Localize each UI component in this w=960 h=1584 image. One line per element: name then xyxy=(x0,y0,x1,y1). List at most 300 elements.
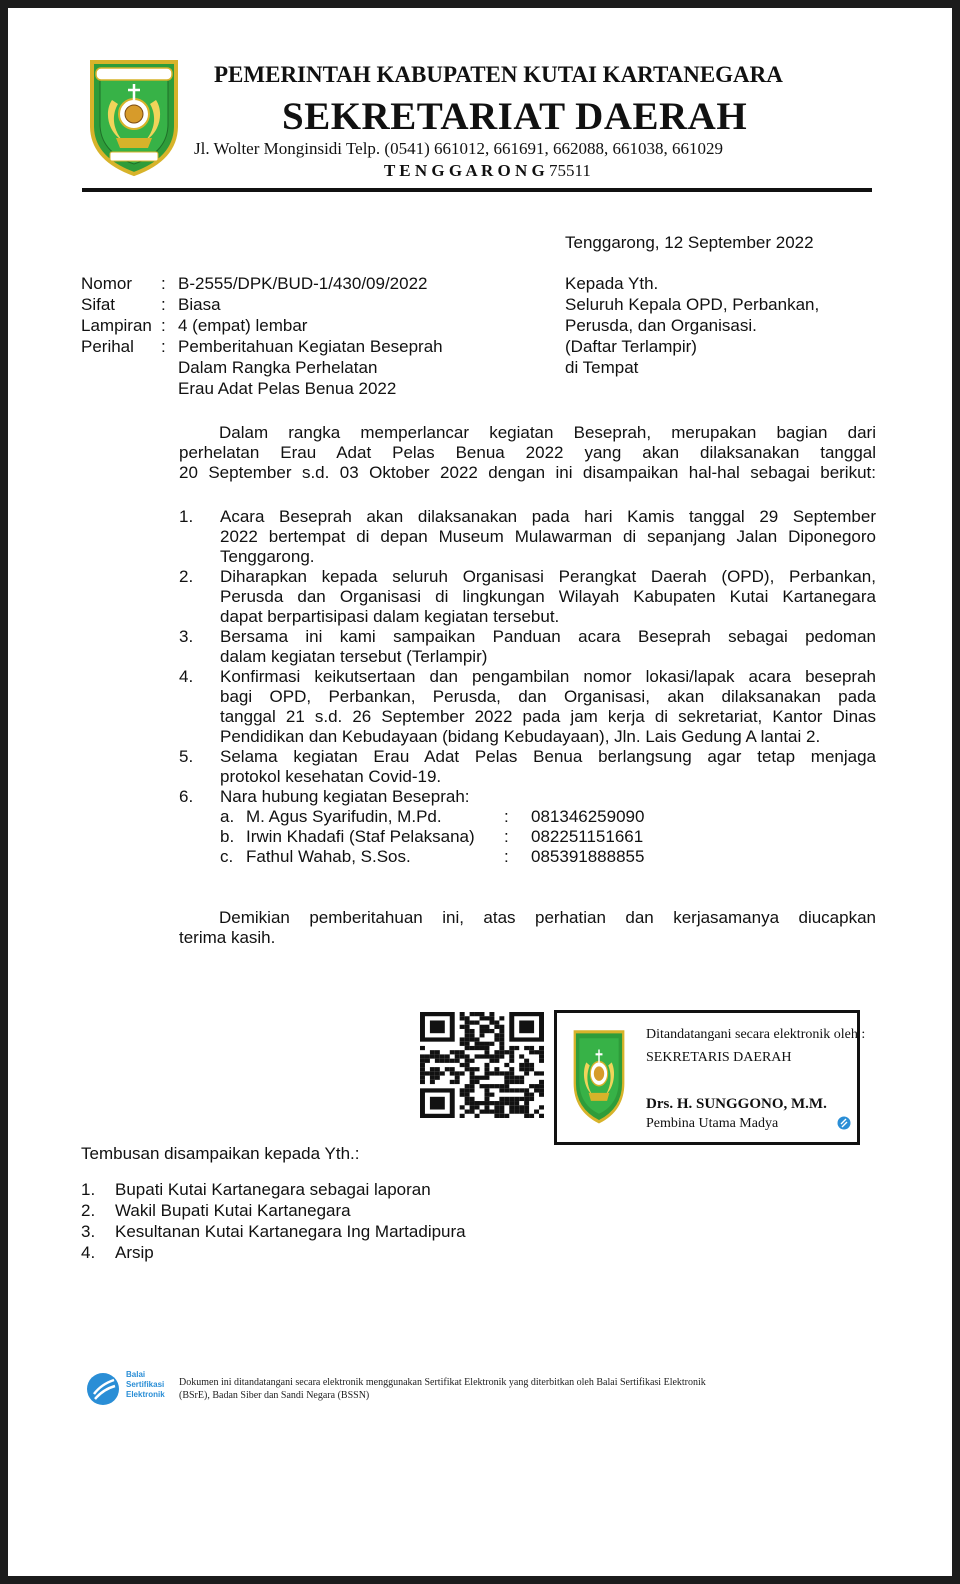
qr-module xyxy=(534,1110,539,1114)
bsre-logo-line: Elektronik xyxy=(126,1390,165,1399)
meta-value-perihal-line: Erau Adat Pelas Benua 2022 xyxy=(178,379,397,398)
meta-sep: : xyxy=(161,274,166,293)
meta-label-nomor: Nomor xyxy=(81,274,133,293)
qr-module xyxy=(465,1033,470,1037)
qr-module xyxy=(514,1105,519,1109)
qr-module xyxy=(514,1046,519,1050)
qr-module xyxy=(539,1093,544,1097)
contact-sep: : xyxy=(504,807,509,826)
point-item xyxy=(179,627,876,667)
qr-module xyxy=(470,1029,475,1033)
qr-module xyxy=(489,1020,494,1024)
qr-module xyxy=(509,1059,514,1063)
qr-module xyxy=(529,1093,534,1097)
qr-module xyxy=(519,1080,524,1084)
letter-date: Tenggarong, 12 September 2022 xyxy=(565,233,814,252)
point-line: dalam kegiatan tersebut (Terlampir) xyxy=(220,647,488,666)
footer-note-line: Dokumen ini ditandatangani secara elektronik menggunakan Sertifikat Elektronik yang diterbitkan oleh Balai Sertifikasi Elektronik xyxy=(179,1377,706,1388)
qr-module xyxy=(519,1076,524,1080)
contact-sep: : xyxy=(504,827,509,846)
qr-module xyxy=(504,1076,509,1080)
qr-module xyxy=(420,1080,425,1084)
meta-value-nomor: B-2555/DPK/BUD-1/430/09/2022 xyxy=(178,274,428,293)
qr-module xyxy=(524,1097,529,1101)
qr-module xyxy=(494,1084,499,1088)
meta-label-lampiran: Lampiran xyxy=(81,316,152,335)
qr-module xyxy=(519,1110,524,1114)
qr-module xyxy=(504,1063,509,1067)
qr-module xyxy=(430,1054,435,1058)
qr-module xyxy=(470,1101,475,1105)
qr-module xyxy=(470,1059,475,1063)
recipient-line: Kepada Yth. xyxy=(565,274,659,293)
qr-module xyxy=(529,1067,534,1071)
cc-number: 4. xyxy=(81,1243,96,1262)
qr-module xyxy=(494,1059,499,1063)
qr-module xyxy=(499,1050,504,1054)
contacts-list xyxy=(179,807,876,867)
point-line: 2022 bertempat di depan Museum Mulawarman di sepanjang Jalan Diponegoro xyxy=(220,527,876,546)
qr-module xyxy=(524,1101,529,1105)
qr-module xyxy=(504,1088,509,1092)
meta-sep: : xyxy=(161,316,166,335)
qr-module xyxy=(480,1029,485,1033)
qr-module xyxy=(499,1042,504,1046)
qr-module xyxy=(499,1097,504,1101)
qr-module xyxy=(514,1088,519,1092)
contact-phone: 085391888855 xyxy=(531,847,645,866)
qr-module xyxy=(475,1101,480,1105)
qr-module xyxy=(465,1093,470,1097)
qr-module xyxy=(484,1110,489,1114)
point-number: 4. xyxy=(179,667,194,686)
qr-module xyxy=(440,1059,445,1063)
bsre-logo-line: Balai xyxy=(126,1370,146,1379)
qr-module xyxy=(465,1101,470,1105)
meta-sep: : xyxy=(161,337,166,356)
meta-value-perihal: Pemberitahuan Kegiatan Beseprah xyxy=(178,337,443,356)
qr-module xyxy=(489,1071,494,1075)
qr-module xyxy=(484,1071,489,1075)
qr-module xyxy=(539,1046,544,1050)
qr-module xyxy=(499,1084,504,1088)
qr-module xyxy=(524,1059,529,1063)
qr-module xyxy=(529,1063,534,1067)
qr-module xyxy=(480,1033,485,1037)
qr-module xyxy=(435,1059,440,1063)
point-line: Selama kegiatan Erau Adat Pelas Benua berlangsung agar tetap menjaga xyxy=(220,747,876,766)
qr-module xyxy=(524,1067,529,1071)
header-postcode: 75511 xyxy=(549,161,591,180)
qr-module xyxy=(475,1012,480,1016)
qr-module xyxy=(499,1071,504,1075)
qr-module xyxy=(470,1020,475,1024)
qr-module xyxy=(494,1033,499,1037)
qr-module xyxy=(509,1076,514,1080)
meta-value-perihal-line: Dalam Rangka Perhelatan xyxy=(178,358,378,377)
qr-module xyxy=(470,1012,475,1016)
closing-line: terima kasih. xyxy=(179,928,276,947)
qr-module xyxy=(524,1093,529,1097)
qr-module xyxy=(460,1105,465,1109)
qr-module xyxy=(465,1059,470,1063)
qr-module xyxy=(440,1071,445,1075)
qr-module xyxy=(470,1076,475,1080)
qr-module xyxy=(445,1067,450,1071)
qr-module xyxy=(509,1050,514,1054)
qr-module xyxy=(470,1088,475,1092)
meta-sep: : xyxy=(161,295,166,314)
qr-module xyxy=(460,1050,465,1054)
signature-rank: Pembina Utama Madya xyxy=(646,1116,779,1131)
qr-module xyxy=(465,1037,470,1041)
qr-module xyxy=(475,1076,480,1080)
qr-module xyxy=(484,1025,489,1029)
qr-module xyxy=(420,1076,425,1080)
recipient-line: Seluruh Kepala OPD, Perbankan, xyxy=(565,295,820,314)
qr-module xyxy=(435,1050,440,1054)
qr-module xyxy=(509,1110,514,1114)
qr-module xyxy=(484,1042,489,1046)
qr-module xyxy=(460,1016,465,1020)
qr-module xyxy=(430,1067,435,1071)
qr-module xyxy=(460,1071,465,1075)
qr-module xyxy=(430,1080,435,1084)
footer-note-line: (BSrE), Badan Siber dan Sandi Negara (BSSN) xyxy=(179,1390,370,1401)
qr-module xyxy=(475,1020,480,1024)
qr-module xyxy=(460,1012,465,1016)
qr-module xyxy=(529,1084,534,1088)
qr-module xyxy=(450,1050,455,1054)
qr-module xyxy=(499,1114,504,1118)
qr-module xyxy=(475,1114,480,1118)
qr-module xyxy=(420,1067,425,1071)
qr-module xyxy=(484,1084,489,1088)
qr-module xyxy=(524,1110,529,1114)
closing-line: Demikian pemberitahuan ini, atas perhatian dan kerjasamanya diucapkan xyxy=(219,908,876,927)
cc-title: Tembusan disampaikan kepada Yth.: xyxy=(81,1144,360,1163)
cc-number: 2. xyxy=(81,1201,96,1220)
qr-module xyxy=(494,1114,499,1118)
recipient-line: di Tempat xyxy=(565,358,639,377)
qr-module xyxy=(484,1046,489,1050)
qr-module xyxy=(494,1037,499,1041)
intro-line: 20 September s.d. 03 Oktober 2022 dengan ini disampaikan hal-hal sebagai berikut: xyxy=(179,463,876,482)
qr-module xyxy=(539,1071,544,1075)
meta-value-sifat: Biasa xyxy=(178,295,221,314)
qr-module xyxy=(539,1105,544,1109)
qr-module xyxy=(460,1054,465,1058)
qr-module xyxy=(519,1097,524,1101)
qr-module xyxy=(519,1054,524,1058)
point-line: Bersama ini kami sampaikan Panduan acara Beseprah sebagai pedoman xyxy=(220,627,876,646)
qr-module xyxy=(460,1088,465,1092)
qr-module xyxy=(480,1101,485,1105)
qr-module xyxy=(499,1025,504,1029)
qr-module xyxy=(484,1063,489,1067)
qr-module xyxy=(455,1050,460,1054)
qr-code-icon xyxy=(420,1012,544,1118)
qr-module xyxy=(455,1076,460,1080)
point-item xyxy=(179,747,876,787)
point-line: Nara hubung kegiatan Beseprah: xyxy=(220,787,470,806)
point-line: Tenggarong. xyxy=(220,547,315,566)
qr-module xyxy=(484,1016,489,1020)
qr-module xyxy=(475,1105,480,1109)
qr-module xyxy=(514,1076,519,1080)
qr-module xyxy=(465,1084,470,1088)
qr-module xyxy=(519,1063,524,1067)
qr-module xyxy=(494,1071,499,1075)
qr-module xyxy=(465,1042,470,1046)
qr-module xyxy=(534,1050,539,1054)
meta-label-perihal: Perihal xyxy=(81,337,134,356)
qr-module xyxy=(499,1037,504,1041)
qr-module xyxy=(435,1067,440,1071)
qr-module xyxy=(420,1046,425,1050)
qr-module xyxy=(489,1084,494,1088)
qr-module xyxy=(499,1016,504,1020)
qr-module xyxy=(470,1110,475,1114)
bsre-emblem-icon xyxy=(86,1372,120,1406)
signature-signed-by: Ditandatangani secara elektronik oleh : xyxy=(646,1027,866,1042)
qr-module xyxy=(504,1084,509,1088)
point-item xyxy=(179,787,876,807)
bsre-logo-text xyxy=(126,1370,165,1400)
qr-module xyxy=(514,1097,519,1101)
qr-module xyxy=(534,1088,539,1092)
qr-module xyxy=(509,1097,514,1101)
qr-module xyxy=(519,1105,524,1109)
qr-module xyxy=(480,1025,485,1029)
qr-module xyxy=(470,1084,475,1088)
qr-module xyxy=(475,1037,480,1041)
qr-module xyxy=(460,1093,465,1097)
qr-module xyxy=(484,1054,489,1058)
qr-module xyxy=(494,1105,499,1109)
qr-module xyxy=(539,1114,544,1118)
qr-module xyxy=(450,1071,455,1075)
qr-module xyxy=(460,1114,465,1118)
qr-module xyxy=(489,1093,494,1097)
qr-module xyxy=(435,1071,440,1075)
qr-module xyxy=(484,1076,489,1080)
closing-paragraph xyxy=(179,908,876,948)
qr-module xyxy=(489,1042,494,1046)
qr-module xyxy=(465,1025,470,1029)
qr-module xyxy=(539,1059,544,1063)
point-item xyxy=(179,507,876,567)
point-line: Perusda dan Organisasi di lingkungan Wilayah Kabupaten Kutai Kartanegara xyxy=(220,587,876,606)
qr-module xyxy=(455,1071,460,1075)
contact-phone: 082251151661 xyxy=(531,827,644,846)
recipient-line: (Daftar Terlampir) xyxy=(565,337,697,356)
qr-module xyxy=(519,1067,524,1071)
qr-module xyxy=(489,1016,494,1020)
footer-note xyxy=(179,1376,706,1402)
qr-module xyxy=(524,1105,529,1109)
point-number: 2. xyxy=(179,567,194,586)
point-number: 1. xyxy=(179,507,194,526)
qr-module xyxy=(494,1054,499,1058)
qr-module xyxy=(499,1088,504,1092)
qr-module xyxy=(524,1046,529,1050)
qr-module xyxy=(504,1101,509,1105)
qr-module xyxy=(480,1076,485,1080)
intro-line: perhelatan Erau Adat Pelas Benua 2022 yang akan dilaksanakan tanggal xyxy=(179,443,876,462)
regency-emblem-logo xyxy=(82,56,186,178)
point-line: Acara Beseprah akan dilaksanakan pada hari Kamis tanggal 29 September xyxy=(220,507,876,526)
qr-module xyxy=(529,1050,534,1054)
e-signature-box xyxy=(554,1010,866,1145)
qr-module xyxy=(509,1101,514,1105)
qr-module xyxy=(480,1110,485,1114)
qr-module xyxy=(460,1037,465,1041)
qr-module xyxy=(529,1046,534,1050)
qr-module xyxy=(475,1080,480,1084)
point-item xyxy=(179,667,876,747)
qr-module xyxy=(484,1088,489,1092)
qr-module xyxy=(534,1071,539,1075)
cc-item: Kesultanan Kutai Kartanegara Ing Martadipura xyxy=(115,1222,466,1241)
qr-module xyxy=(440,1054,445,1058)
qr-module xyxy=(494,1050,499,1054)
qr-module xyxy=(465,1016,470,1020)
qr-module xyxy=(504,1097,509,1101)
qr-module xyxy=(539,1080,544,1084)
qr-module xyxy=(484,1097,489,1101)
header-divider xyxy=(82,188,872,192)
qr-module xyxy=(509,1088,514,1092)
qr-module xyxy=(420,1063,425,1067)
contact-name: M. Agus Syarifudin, M.Pd. xyxy=(246,807,442,826)
bsre-logo-line: Sertifikasi xyxy=(126,1380,165,1389)
qr-module xyxy=(524,1088,529,1092)
qr-module xyxy=(470,1033,475,1037)
contact-letter: b. xyxy=(220,827,235,846)
qr-module xyxy=(455,1059,460,1063)
point-number: 5. xyxy=(179,747,194,766)
qr-module xyxy=(455,1080,460,1084)
contact-letter: a. xyxy=(220,807,235,826)
qr-module xyxy=(465,1046,470,1050)
point-line: protokol kesehatan Covid-19. xyxy=(220,767,442,786)
recipient-line: Perusda, dan Organisasi. xyxy=(565,316,757,335)
meta-label-sifat: Sifat xyxy=(81,295,116,314)
meta-value-lampiran: 4 (empat) lembar xyxy=(178,316,308,335)
qr-module xyxy=(534,1084,539,1088)
cc-item: Wakil Bupati Kutai Kartanegara xyxy=(115,1201,351,1220)
qr-module xyxy=(484,1050,489,1054)
qr-module xyxy=(499,1033,504,1037)
header-address: Jl. Wolter Monginsidi Telp. (0541) 661012, 661691, 662088, 661038, 661029 xyxy=(194,139,724,158)
qr-module xyxy=(475,1054,480,1058)
qr-module xyxy=(430,1071,435,1075)
qr-module xyxy=(504,1080,509,1084)
points-list xyxy=(179,507,876,867)
qr-module xyxy=(524,1071,529,1075)
qr-module xyxy=(460,1063,465,1067)
qr-module xyxy=(499,1105,504,1109)
qr-module xyxy=(480,1084,485,1088)
point-number: 3. xyxy=(179,627,194,646)
point-number: 6. xyxy=(179,787,194,806)
signature-position: SEKRETARIS DAERAH xyxy=(646,1050,792,1065)
point-line: Pendidikan dan Kebudayaan (bidang Kebudayaan), Jln. Lais Gedung A lantai 2. xyxy=(220,727,821,746)
intro-line: Dalam rangka memperlancar kegiatan Beseprah, merupakan bagian dari xyxy=(219,423,876,442)
contact-name: Fathul Wahab, S.Sos. xyxy=(246,847,411,866)
qr-module xyxy=(489,1054,494,1058)
qr-module xyxy=(475,1067,480,1071)
qr-module xyxy=(465,1029,470,1033)
qr-module xyxy=(529,1097,534,1101)
qr-module xyxy=(509,1046,514,1050)
qr-module xyxy=(499,1110,504,1114)
qr-module xyxy=(465,1063,470,1067)
qr-module xyxy=(494,1101,499,1105)
qr-module xyxy=(504,1050,509,1054)
qr-module xyxy=(504,1114,509,1118)
qr-module xyxy=(519,1088,524,1092)
qr-module xyxy=(480,1016,485,1020)
qr-module xyxy=(489,1029,494,1033)
qr-module xyxy=(499,1029,504,1033)
qr-module xyxy=(509,1080,514,1084)
contact-phone: 081346259090 xyxy=(531,807,645,826)
qr-module xyxy=(475,1046,480,1050)
header-city-line xyxy=(384,161,591,181)
qr-module xyxy=(435,1054,440,1058)
qr-module xyxy=(484,1093,489,1097)
letter-page xyxy=(8,8,952,1576)
qr-module xyxy=(465,1020,470,1024)
qr-module xyxy=(484,1067,489,1071)
qr-module xyxy=(494,1110,499,1114)
qr-module xyxy=(499,1101,504,1105)
qr-module xyxy=(430,1076,435,1080)
qr-module xyxy=(539,1088,544,1092)
qr-module xyxy=(489,1110,494,1114)
qr-module xyxy=(480,1012,485,1016)
qr-module xyxy=(509,1105,514,1109)
qr-module xyxy=(494,1025,499,1029)
qr-module xyxy=(509,1071,514,1075)
qr-module xyxy=(480,1046,485,1050)
cc-number: 1. xyxy=(81,1180,96,1199)
contact-sep: : xyxy=(504,847,509,866)
qr-module xyxy=(480,1054,485,1058)
qr-module xyxy=(470,1037,475,1041)
point-item xyxy=(179,567,876,627)
qr-module xyxy=(514,1110,519,1114)
qr-module xyxy=(465,1110,470,1114)
qr-module xyxy=(465,1067,470,1071)
qr-module xyxy=(420,1059,425,1063)
qr-module xyxy=(420,1071,425,1075)
qr-module xyxy=(470,1067,475,1071)
qr-module xyxy=(425,1071,430,1075)
qr-module xyxy=(450,1067,455,1071)
qr-module xyxy=(509,1067,514,1071)
point-line: dapat berpartisipasi dalam kegiatan tersebut. xyxy=(220,607,560,626)
qr-module xyxy=(430,1050,435,1054)
header-office-name: SEKRETARIAT DAERAH xyxy=(282,95,748,138)
qr-module xyxy=(470,1080,475,1084)
qr-module xyxy=(524,1114,529,1118)
qr-module xyxy=(445,1059,450,1063)
contact-name: Irwin Khadafi (Staf Pelaksana) xyxy=(246,827,475,846)
qr-module xyxy=(465,1054,470,1058)
